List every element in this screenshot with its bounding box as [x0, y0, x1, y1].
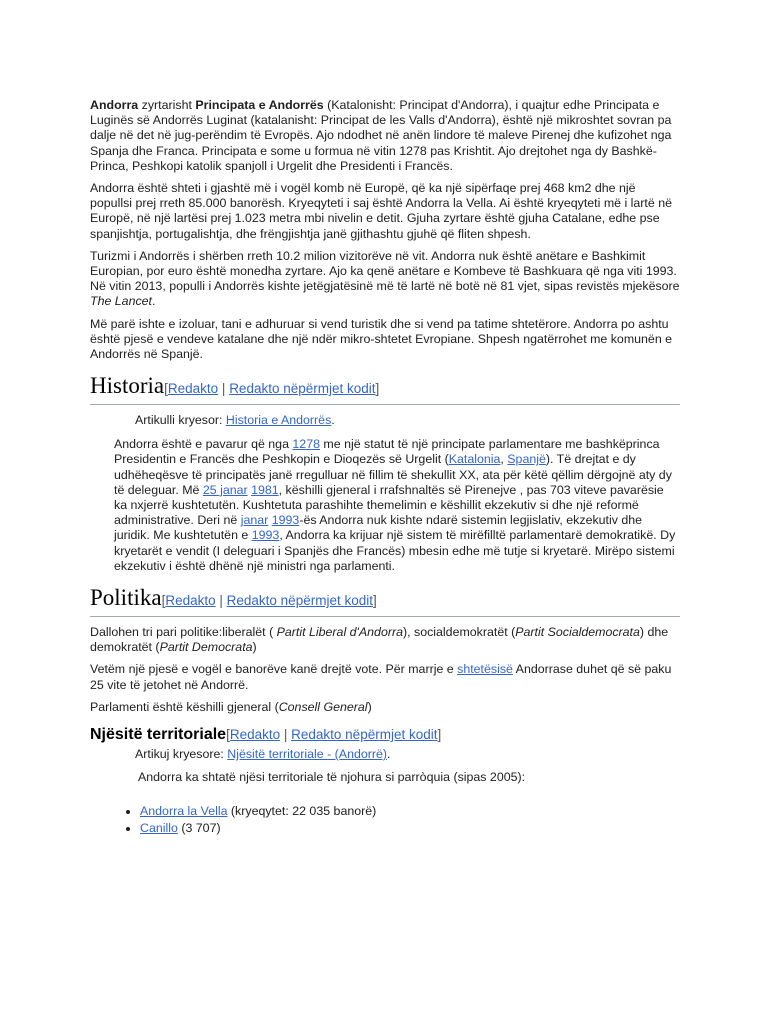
- intro-paragraph-4: Më parë ishte e izoluar, tani e adhuruar si vend turistik dhe si vend pa tatime shtetërore. Andorra po ashtu është pjesë e vendeve katalane dhe një ndër mikro-shtetet Evropiane. Shpesh ngatërrohet me komunën e Andorrës në Spanjë.: [90, 316, 673, 362]
- bracket: ]: [372, 593, 377, 609]
- politika-paragraph-2: [90, 662, 680, 692]
- edit-link[interactable]: Redakto: [165, 593, 216, 609]
- section-heading-historia: [90, 372, 680, 405]
- text: ): [252, 640, 257, 655]
- edit-source-link[interactable]: Redakto nëpërmjet kodit: [229, 381, 376, 397]
- parish-info: (kryeqytet: 22 035 banorë): [227, 804, 377, 819]
- text: .: [387, 747, 391, 762]
- text: Dallohen tri pari politike:liberalët (: [90, 625, 277, 640]
- text: .: [331, 413, 335, 428]
- link-katalonia[interactable]: Katalonia: [448, 452, 501, 467]
- link-shtetesise[interactable]: shtetësisë: [457, 662, 513, 677]
- text: Turizmi i Andorrës i shërben rreth 10.2 milion vizitorëve në vit. Andorra nuk është anëtare e Bashkimit Europian, por euro është monedha zyrtare. Ajo ka qenë anëtare e Kombeve të Bashkuara që nga viti 1993. Në vitin 2013, populli i Andorrës kishte jetëgjatësinë më të lartë në botë në 81 vjet, sipas revistës mjekësore: [90, 248, 680, 294]
- official-name: Principata e Andorrës: [195, 98, 324, 112]
- bracket: [: [164, 381, 168, 397]
- historia-paragraph: [90, 437, 680, 574]
- politika-paragraph-3: [90, 700, 680, 715]
- njesite-paragraph: Andorra ka shtatë njësi territoriale të njohura si parròquia (sipas 2005):: [138, 770, 526, 785]
- text: Andorrase duhet që së paku 25 vite të jetohet në Andorrë.: [90, 662, 672, 692]
- journal-name: The Lancet: [90, 294, 152, 309]
- edit-link[interactable]: Redakto: [229, 727, 281, 743]
- section-title: Njësitë territoriale: [90, 726, 227, 744]
- hatnote-label: Artikuj kryesore:: [135, 747, 228, 762]
- party-name: Partit Democrata: [159, 640, 253, 655]
- text: ) dhe demokratët (: [90, 625, 669, 655]
- link-1981[interactable]: 1981: [251, 482, 279, 497]
- article-name: Andorra: [90, 98, 139, 112]
- list-item: [140, 803, 680, 820]
- edit-source-link[interactable]: Redakto nëpërmjet kodit: [226, 593, 373, 609]
- edit-section-links: [226, 727, 441, 742]
- parish-link[interactable]: Andorra la Vella: [140, 804, 228, 819]
- edit-link[interactable]: Redakto: [167, 381, 219, 397]
- party-name: Partit Liberal d'Andorra: [276, 625, 403, 640]
- link-25-janar[interactable]: 25 janar: [202, 482, 248, 497]
- text: Vetëm një pjesë e vogël e banorëve kanë drejtë vote. Për marrje e: [90, 662, 458, 677]
- separator: |: [218, 381, 230, 397]
- hatnote-label: Artikulli kryesor:: [135, 413, 226, 428]
- text: ): [367, 699, 372, 714]
- text: (Katalonisht: Principat d'Andorra), i quajtur edhe Principata e Luginës së Andorrës Luginat (katalanisht: Principat de les Valls d'Andorra), është një mikroshtet sovran pa dalje në det në jug-perëndim të Evropës. Ajo ndodhet në anën lindore të maleve Pirenej dhe kufizohet nga Spanja dhe Franca. Principata e some u formua në vitin 1278 pas Krishtit. Ajo drejtohet nga dy Bashkë-Princa, Peshkopi katolik spanjoll i Urgelit dhe Presidenti i Francës.: [90, 98, 672, 173]
- text: ), socialdemokratët (: [402, 625, 516, 640]
- text: zyrtarisht: [138, 98, 196, 112]
- text: me një statut të një principate parlamentare me bashkëprinca Presidentin e Francës dhe Peshkopin e Dioqezës së Urgelit (: [114, 437, 660, 467]
- text: Parlamenti është këshilli gjeneral (: [90, 699, 279, 714]
- party-name: Partit Socialdemocrata: [515, 625, 640, 640]
- parishes-list: [90, 803, 680, 837]
- text: .: [152, 294, 156, 309]
- link-1993[interactable]: 1993: [271, 513, 300, 528]
- text: ). Të drejtat e dy udhëheqësve të principatës janë rregulluar në fillim të shekullit XX, ata për këtë qëllim dërgojnë aty dy të deleguar. Më: [114, 452, 672, 497]
- list-item: [140, 820, 680, 837]
- text: , Andorra ka krijuar një sistem të mirëfilltë parlamentarë demokratikë. Dy kryetarët e vendit (I deleguari i Spanjës dhe Francës) mbesin edhe më tutje si kryetarë. Mirëpo sistemi ekzekutiv i është dhënë një ministri nga parlamenti.: [114, 528, 676, 573]
- intro-paragraph-2: Andorra është shteti i gjashtë më i vogël komb në Europë, që ka një sipërfaqe prej 468 km2 dhe një popullsi prej rreth 85.000 banorësh. Kryeqyteti i saj është Andorra la Vella. Ai është kryeqyteti më i lartë në Europë, në një lartësi prej 1.023 metra mbi nivelin e detit. Gjuha zyrtare është gjuha Catalane, edhe pse spanjishtja, portugalishtja, dhe frëngjishtja janë gjithashtu gjuhë që fliten shpesh.: [90, 181, 672, 241]
- edit-source-link[interactable]: Redakto nëpërmjet kodit: [291, 727, 438, 743]
- parish-info: (3 707): [177, 821, 221, 836]
- separator: |: [280, 727, 292, 743]
- edit-section-links: [162, 593, 377, 608]
- text: Andorra është e pavarur që nga: [114, 437, 293, 452]
- bracket: ]: [437, 727, 442, 743]
- hatnote-main-article: [90, 747, 680, 762]
- edit-section-links: [164, 381, 379, 396]
- intro-paragraph-1: [90, 98, 680, 174]
- link-1993-constitution[interactable]: 1993: [251, 528, 280, 543]
- main-article-link[interactable]: Njësitë territoriale - (Andorrë): [227, 747, 388, 762]
- link-1278[interactable]: 1278: [292, 437, 320, 452]
- text: -ës Andorra nuk kishte ndarë sistemin legjislativ, ekzekutiv dhe juridik. Me kushtetutën e: [114, 513, 643, 543]
- text: , këshilli gjeneral i rrafshnaltës së Pirenejve , pas 703 viteve pavarësie ka nxjerrë kushtetutën. Kushtetuta parashihte themelimin e këshillit ekzekutiv si dhe një reformë administrative. Deri në: [114, 482, 664, 528]
- section-title: Politika: [90, 585, 162, 611]
- bracket: [: [226, 727, 230, 743]
- hatnote-main-article: [90, 413, 680, 428]
- main-article-link[interactable]: Historia e Andorrës: [225, 413, 332, 428]
- section-title: Historia: [90, 373, 165, 399]
- council-name: Consell General: [278, 699, 368, 714]
- politika-paragraph-1: [90, 625, 680, 655]
- link-janar[interactable]: janar: [240, 513, 269, 528]
- section-heading-politika: [90, 584, 680, 617]
- article-content: [90, 98, 680, 837]
- bracket: ]: [375, 381, 380, 397]
- text: ,: [500, 452, 508, 467]
- link-spanje[interactable]: Spanjë: [507, 452, 546, 467]
- separator: |: [215, 593, 227, 609]
- parish-link[interactable]: Canillo: [140, 821, 178, 836]
- intro-paragraph-3: [90, 249, 680, 310]
- section-heading-njesite: [90, 725, 680, 745]
- bracket: [: [161, 593, 166, 609]
